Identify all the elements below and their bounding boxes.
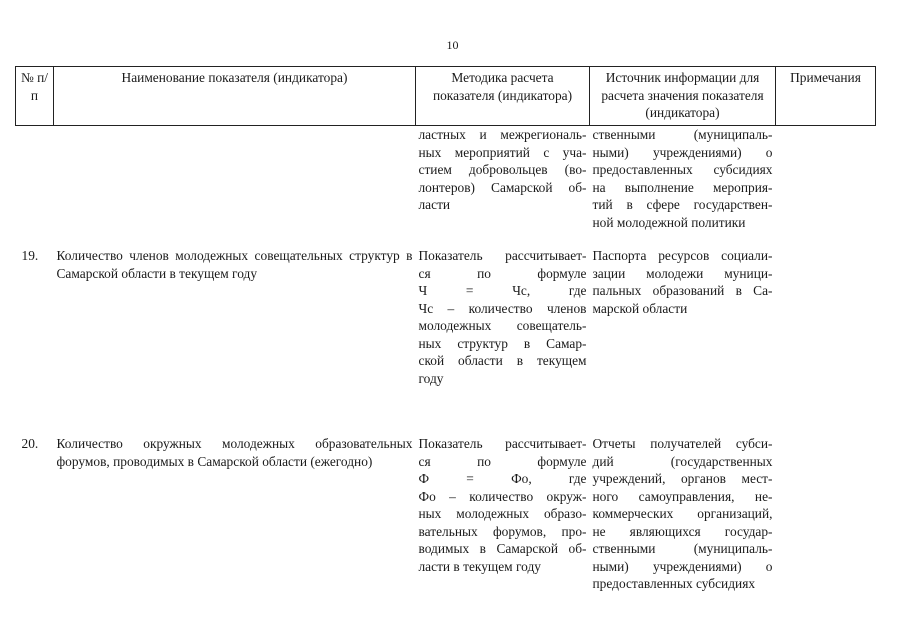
header-method: Методика расчета показателя (индикатора) bbox=[416, 67, 590, 126]
cell-method bbox=[416, 387, 590, 593]
header-notes: Примечания bbox=[776, 67, 876, 126]
text-line: Отчеты получателей субси- bbox=[592, 436, 773, 451]
text-line: предоставленных субсидиях bbox=[592, 576, 756, 591]
text-line: Чс – количество членов bbox=[418, 300, 587, 316]
text-line: ласти bbox=[418, 197, 451, 212]
text-line: ственными (муниципаль- bbox=[592, 127, 773, 142]
cell-name bbox=[54, 126, 416, 232]
text-line: ными) учреждениями) о bbox=[592, 144, 773, 160]
text-line: на выполнение мероприя- bbox=[592, 179, 773, 195]
table-header-row bbox=[16, 67, 876, 126]
text-line: вательных форумов, про- bbox=[418, 523, 587, 539]
text-line: ной молодежной политики bbox=[592, 214, 746, 230]
text-line: ными) учреждениями) о bbox=[592, 558, 773, 574]
text-line: ся по формуле bbox=[418, 265, 587, 281]
text-line: ся по формуле bbox=[418, 453, 587, 469]
text-line: году bbox=[418, 370, 444, 386]
text-line: ственными (муниципаль- bbox=[592, 541, 773, 556]
text-line: молодежных совещатель- bbox=[418, 318, 587, 333]
text-line: стием добровольцев (во- bbox=[418, 162, 587, 177]
text-line: ской области в текущем bbox=[418, 353, 587, 368]
text-line: ластных и межрегиональ- bbox=[418, 127, 587, 142]
text-line: марской области bbox=[592, 300, 688, 316]
cell-source bbox=[590, 126, 776, 232]
text-line: Показатель рассчитывает- bbox=[418, 436, 587, 451]
cell-notes bbox=[776, 387, 876, 593]
text-line: ласти в текущем году bbox=[418, 558, 541, 574]
text-line: Ф = Фо, где bbox=[418, 471, 587, 486]
text-line: Фо – количество окруж- bbox=[418, 488, 587, 504]
text-line: лонтеров) Самарской об- bbox=[418, 179, 587, 195]
cell-num: 20. bbox=[21, 436, 39, 451]
table-row bbox=[16, 231, 876, 387]
header-name: Наименование показателя (индикатора) bbox=[54, 67, 416, 126]
text-line: не являющихся государ- bbox=[592, 523, 773, 539]
header-source: Источник информации для расчета значения показателя (индикатора) bbox=[590, 67, 776, 126]
cell-method bbox=[416, 231, 590, 387]
table-row-continuation bbox=[16, 126, 876, 232]
text-line: ных структур в Самар- bbox=[418, 335, 587, 351]
text-line: водимых в Самарской об- bbox=[418, 541, 587, 556]
text-line: ных мероприятий с уча- bbox=[418, 144, 587, 160]
text-line: Паспорта ресурсов социали- bbox=[592, 248, 773, 263]
header-num: № п/п bbox=[16, 67, 54, 126]
text-line: пальных образований в Са- bbox=[592, 283, 773, 298]
text-line: ных молодежных образо- bbox=[418, 506, 587, 521]
text-line: зации молодежи муници- bbox=[592, 265, 773, 281]
cell-method bbox=[416, 126, 590, 232]
table-row bbox=[16, 387, 876, 593]
cell-name: Количество членов молодежных совещательных структур в Самарской области в текущем году bbox=[56, 248, 413, 281]
cell-notes bbox=[776, 231, 876, 387]
cell-num: 19. bbox=[21, 248, 39, 263]
text-line: Ч = Чс, где bbox=[418, 283, 587, 298]
cell-source bbox=[590, 387, 776, 593]
text-line: учреждений, органов мест- bbox=[592, 471, 773, 486]
cell-name: Количество окружных молодежных образовательных форумов, проводимых в Самарской области (ежегодно) bbox=[56, 436, 413, 469]
indicators-table bbox=[15, 66, 876, 593]
text-line: Показатель рассчитывает- bbox=[418, 248, 587, 263]
cell-num bbox=[16, 126, 54, 232]
text-line: коммерческих организаций, bbox=[592, 506, 773, 521]
cell-source bbox=[590, 231, 776, 387]
page-number: 10 bbox=[446, 38, 459, 52]
text-line: ного самоуправления, не- bbox=[592, 488, 773, 504]
text-line: предоставленных субсидиях bbox=[592, 162, 773, 177]
text-line: тий в сфере государствен- bbox=[592, 197, 773, 212]
cell-notes bbox=[776, 126, 876, 232]
text-line: дий (государственных bbox=[592, 453, 773, 469]
